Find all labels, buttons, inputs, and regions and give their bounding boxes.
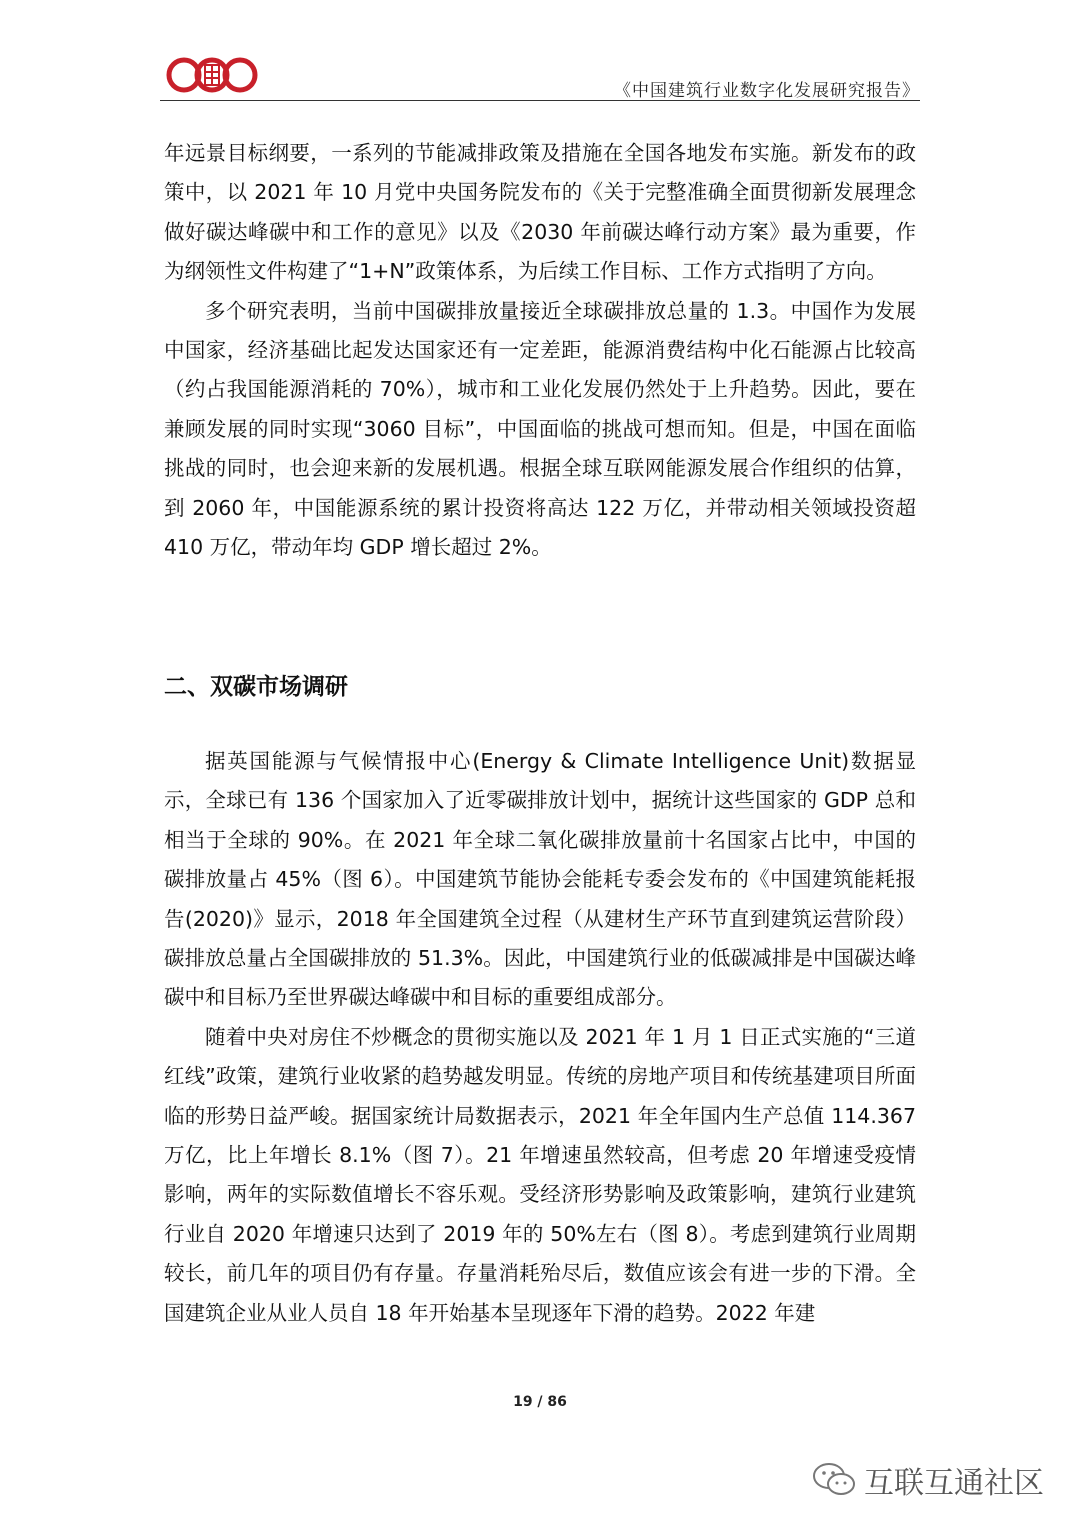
watermark-text: 互联互通社区 xyxy=(864,1466,1044,1501)
paragraph-4: 随着中央对房住不炒概念的贯彻实施以及 2021 年 1 月 1 日正式实施的“三道红线”政策，建筑行业收紧的趋势越发明显。传统的房地产项目和传统基建项目所面临的形势日益严峻。据国家统计局数据表示，2021 年全年国内生产总值 114.367 万亿，比上年增长 8.1%（图 7）。21 年增速虽然较高，但考虑 20 年增速受疫情影响，两年的实际数值增长不容乐观。受经济形势影响及政策影响，建筑行业建筑行业自 2020 年增速只达到了 2019 年的 50%左右（图 8）。考虑到建筑行业周期较长，前几年的项目仍有存量。存量消耗殆尽后，数值应该会有进一步的下滑。全国建筑企业从业人员自 18 年开始基本呈现逐年下滑的趋势。2022 年建 xyxy=(164,1024,916,1325)
paragraph-2: 多个研究表明，当前中国碳排放量接近全球碳排放总量的 1.3。中国作为发展中国家，经济基础比起发达国家还有一定差距，能源消费结构中化石能源占比较高（约占我国能源消耗的 70%），城市和工业化发展仍然处于上升趋势。因此，要在兼顾发展的同时实现“3060 目标”，中国面临的挑战可想而知。但是，中国在面临挑战的同时，也会迎来新的发展机遇。根据全球互联网能源发展合作组织的估算，到 2060 年，中国能源系统的累计投资将高达 122 万亿，并带动相关领域投资超 410 万亿，带动年均 GDP 增长超过 2%。 xyxy=(164,298,916,560)
body-text-top xyxy=(164,134,916,567)
company-logo xyxy=(164,54,260,96)
paragraph-3: 据英国能源与气候情报中心(Energy & Climate Intelligence Unit)数据显示，全球已有 136 个国家加入了近零碳排放计划中，据统计这些国家的 GDP 总和相当于全球的 90%。在 2021 年全球二氧化碳排放量前十名国家占比中，中国的碳排放量占 45%（图 6）。中国建筑节能协会能耗专委会发布的《中国建筑能耗报告(2020)》显示，2018 年全国建筑全过程（从建材生产环节直到建筑运营阶段）碳排放总量占全国碳排放的 51.3%。因此，中国建筑行业的低碳减排是中国碳达峰碳中和目标乃至世界碳达峰碳中和目标的重要组成部分。 xyxy=(164,749,916,1010)
section-heading: 二、双碳市场调研 xyxy=(164,674,348,700)
page-number: 19 / 86 xyxy=(513,1394,567,1410)
wechat-icon xyxy=(812,1461,856,1499)
body-text-bottom xyxy=(164,742,916,1333)
header-divider xyxy=(160,100,920,101)
paragraph-1: 年远景目标纲要，一系列的节能减排政策及措施在全国各地发布实施。新发布的政策中，以 2021 年 10 月党中央国务院发布的《关于完整准确全面贯彻新发展理念做好碳达峰碳中和工作的意见》以及《2030 年前碳达峰行动方案》最为重要，作为纲领性文件构建了“1+N”政策体系，为后续工作目标、工作方式指明了方向。 xyxy=(164,141,916,284)
report-title: 《中国建筑行业数字化发展研究报告》 xyxy=(614,81,920,101)
watermark xyxy=(812,1458,1044,1502)
